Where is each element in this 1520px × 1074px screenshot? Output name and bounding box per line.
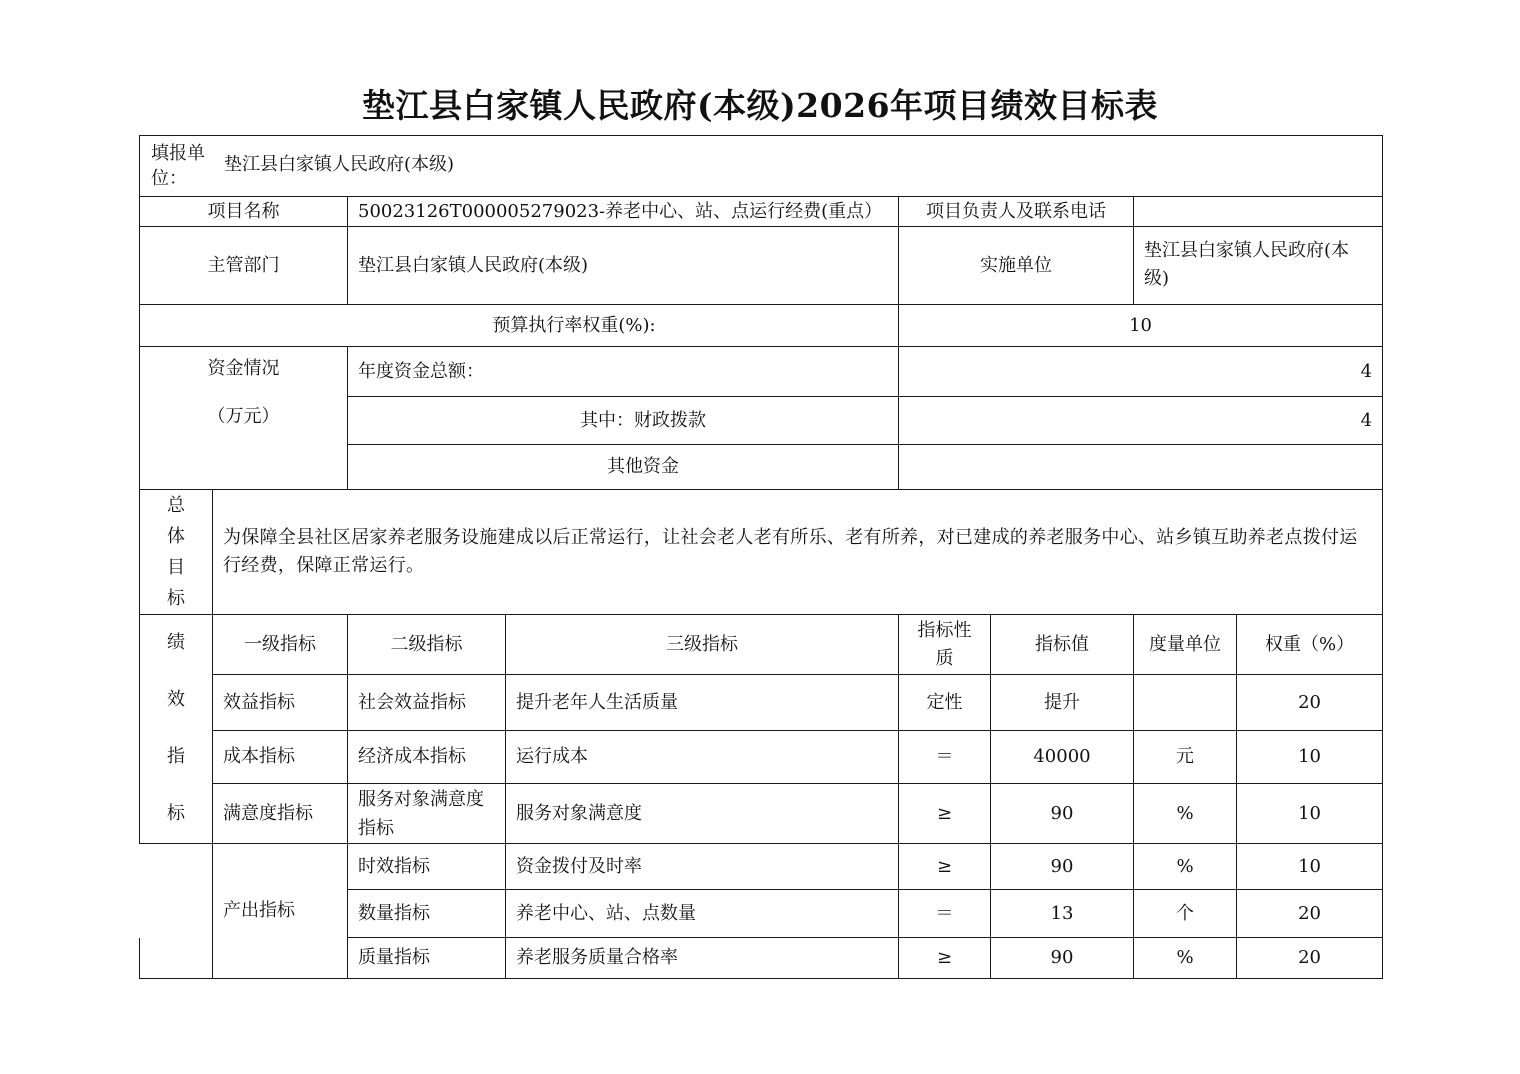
cell-unit: 元 (1134, 731, 1237, 784)
impl-value: 垫江县白家镇人民政府(本级) (1134, 227, 1383, 305)
cell-weight: 10 (1237, 731, 1383, 784)
cell-weight: 20 (1237, 890, 1383, 938)
cell-value: 90 (991, 938, 1134, 979)
cell-nature: ＝ (899, 731, 991, 784)
other-value (899, 445, 1383, 490)
other-label: 其他资金 (348, 445, 899, 490)
cell-level3: 养老服务质量合格率 (506, 938, 899, 979)
impl-label: 实施单位 (899, 227, 1134, 305)
cell-level3: 提升老年人生活质量 (506, 675, 899, 731)
goal-label-char: 总 (167, 495, 185, 516)
cell-weight: 10 (1237, 784, 1383, 844)
fiscal-value: 4 (899, 397, 1383, 445)
goal-label (140, 490, 213, 615)
header-weight: 权重（%） (1237, 615, 1383, 675)
cell-level3: 养老中心、站、点数量 (506, 890, 899, 938)
perf-label-char: 标 (167, 803, 185, 824)
header-level2: 二级指标 (348, 615, 506, 675)
fiscal-label: 其中：财政拨款 (348, 397, 899, 445)
perf-label-char: 效 (167, 689, 185, 710)
perf-label-char: 绩 (167, 632, 185, 653)
cell-weight: 20 (1237, 938, 1383, 979)
cell-nature: ≥ (899, 938, 991, 979)
cell-level2: 质量指标 (348, 938, 506, 979)
unit-label: 填报单位： (151, 143, 205, 189)
budget-rate-label: 预算执行率权重(%): (140, 305, 899, 347)
perf-label-continuation (140, 938, 213, 979)
table-row (140, 784, 1383, 844)
funds-label-line1: 资金情况 (207, 358, 280, 379)
header-value: 指标值 (991, 615, 1134, 675)
funds-label-line2: （万元） (207, 406, 280, 427)
performance-table (139, 135, 1383, 979)
header-level3: 三级指标 (506, 615, 899, 675)
cell-nature: ≥ (899, 844, 991, 890)
page-title: 垫江县白家镇人民政府(本级)2026年项目绩效目标表 (361, 86, 1159, 125)
cell-unit (1134, 675, 1237, 731)
cell-nature: ≥ (899, 784, 991, 844)
cell-level2: 经济成本指标 (348, 731, 506, 784)
table-row (140, 844, 1383, 890)
table-row (140, 675, 1383, 731)
cell-level1: 产出指标 (213, 844, 348, 979)
cell-level2: 数量指标 (348, 890, 506, 938)
cell-unit: % (1134, 844, 1237, 890)
unit-row (140, 136, 1383, 197)
funds-total-row (140, 347, 1383, 397)
goal-text: 为保障全县社区居家养老服务设施建成以后正常运行，让社会老人老有所乐、老有所养，对已建成的养老服务中心、站乡镇互助养老点拨付运行经费，保障正常运行。 (213, 490, 1383, 615)
perf-header-row (140, 615, 1383, 675)
cell-weight: 10 (1237, 844, 1383, 890)
perf-label-char: 指 (167, 746, 185, 767)
cell-value: 提升 (991, 675, 1134, 731)
cell-weight: 20 (1237, 675, 1383, 731)
goal-label-char: 体 (167, 526, 185, 547)
perf-label-continuation (140, 890, 213, 938)
cell-value: 90 (991, 844, 1134, 890)
goal-row (140, 490, 1383, 615)
annual-total-label: 年度资金总额： (348, 347, 899, 397)
header-nature: 指标性质 (899, 615, 991, 675)
unit-value: 垫江县白家镇人民政府(本级) (224, 154, 455, 175)
contact-value (1134, 197, 1383, 227)
project-name-label: 项目名称 (140, 197, 348, 227)
perf-label (140, 615, 213, 844)
cell-unit: % (1134, 938, 1237, 979)
dept-value: 垫江县白家镇人民政府(本级) (348, 227, 899, 305)
cell-level2: 服务对象满意度指标 (348, 784, 506, 844)
cell-level3: 资金拨付及时率 (506, 844, 899, 890)
cell-level1: 满意度指标 (213, 784, 348, 844)
annual-total-value: 4 (899, 347, 1383, 397)
header-level1: 一级指标 (213, 615, 348, 675)
table-row (140, 731, 1383, 784)
cell-value: 40000 (991, 731, 1134, 784)
budget-rate-value: 10 (899, 305, 1383, 347)
cell-unit: % (1134, 784, 1237, 844)
cell-value: 13 (991, 890, 1134, 938)
cell-unit: 个 (1134, 890, 1237, 938)
cell-nature: ＝ (899, 890, 991, 938)
goal-label-char: 目 (167, 557, 185, 578)
goal-label-char: 标 (167, 588, 185, 609)
cell-level3: 服务对象满意度 (506, 784, 899, 844)
cell-level1: 效益指标 (213, 675, 348, 731)
cell-level3: 运行成本 (506, 731, 899, 784)
cell-level2: 社会效益指标 (348, 675, 506, 731)
cell-level1: 成本指标 (213, 731, 348, 784)
header-unit: 度量单位 (1134, 615, 1237, 675)
project-row (140, 197, 1383, 227)
cell-value: 90 (991, 784, 1134, 844)
budget-rate-row (140, 305, 1383, 347)
dept-label: 主管部门 (140, 227, 348, 305)
funds-label (140, 347, 348, 490)
cell-nature: 定性 (899, 675, 991, 731)
cell-level2: 时效指标 (348, 844, 506, 890)
dept-row (140, 227, 1383, 305)
contact-label: 项目负责人及联系电话 (899, 197, 1134, 227)
project-name-value: 50023126T000005279023-养老中心、站、点运行经费(重点） (348, 197, 899, 227)
perf-label-continuation (140, 844, 213, 890)
